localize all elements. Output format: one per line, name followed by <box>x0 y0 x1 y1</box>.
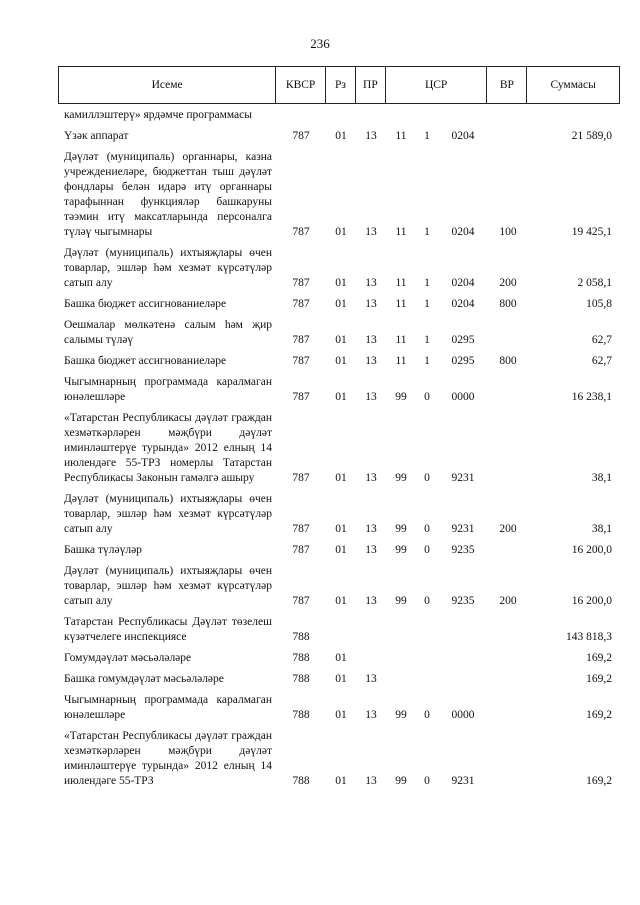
row-kvsr: 787 <box>292 130 310 142</box>
table-row <box>58 318 620 348</box>
row-csr-program: 99 <box>395 775 407 787</box>
header-kvsr: КВСР <box>276 67 326 103</box>
row-kvsr: 787 <box>292 391 310 403</box>
row-csr-subprogram: 1 <box>424 355 430 367</box>
row-sum: 2 058,1 <box>577 277 612 289</box>
row-kvsr: 787 <box>292 226 310 238</box>
table-row <box>58 492 620 537</box>
row-name: камиллэштерү» ярдәмче программасы <box>64 109 252 121</box>
table-row <box>58 297 620 312</box>
row-sum: 16 238,1 <box>571 391 612 403</box>
table-row <box>58 693 620 723</box>
row-csr-subprogram: 0 <box>424 775 430 787</box>
row-pr: 13 <box>365 355 377 367</box>
row-kvsr: 787 <box>292 298 310 310</box>
row-csr-code: 0295 <box>451 334 475 346</box>
row-kvsr: 787 <box>292 472 310 484</box>
row-rz: 01 <box>335 298 347 310</box>
row-kvsr: 787 <box>292 544 310 556</box>
row-sum: 62,7 <box>591 334 612 346</box>
table-row <box>58 729 620 789</box>
row-csr-program: 99 <box>395 523 407 535</box>
page-number: 236 <box>310 36 330 51</box>
table-row <box>58 411 620 486</box>
row-csr-program: 99 <box>395 709 407 721</box>
row-name: «Татарстан Республикасы дәүләт граждан хезмәткәрләрен мәҗбүри дәүләт иминләштерүе турында» 2012 елның 14 июлендәге 55-ТРЗ <box>64 730 272 787</box>
row-pr: 13 <box>365 472 377 484</box>
row-rz: 01 <box>335 334 347 346</box>
row-csr-code: 0000 <box>451 709 475 721</box>
row-name: Чыгымнарның программада каралмаган юнәлешләре <box>64 376 272 403</box>
row-rz: 01 <box>335 595 347 607</box>
row-csr-subprogram: 0 <box>424 544 430 556</box>
header-pr: ПР <box>356 67 386 103</box>
row-vr: 800 <box>499 298 517 310</box>
row-rz: 01 <box>335 709 347 721</box>
row-sum: 38,1 <box>591 472 612 484</box>
row-sum: 169,2 <box>586 673 612 685</box>
row-csr-subprogram: 1 <box>424 334 430 346</box>
row-csr-code: 9231 <box>451 523 475 535</box>
row-csr-subprogram: 0 <box>424 472 430 484</box>
table-row <box>58 564 620 609</box>
row-csr-subprogram: 0 <box>424 709 430 721</box>
row-name: Дәүләт (муниципаль) ихтыяҗлары өчен товарлар, эшләр һәм хезмәт күрсәтүләр сатып алу <box>64 565 272 607</box>
row-kvsr: 788 <box>292 775 310 787</box>
row-csr-subprogram: 0 <box>424 391 430 403</box>
row-csr-subprogram: 1 <box>424 277 430 289</box>
row-kvsr: 787 <box>292 595 310 607</box>
row-csr-code: 9231 <box>451 775 475 787</box>
row-rz: 01 <box>335 355 347 367</box>
row-sum: 21 589,0 <box>571 130 612 142</box>
row-kvsr: 788 <box>292 631 310 643</box>
row-sum: 169,2 <box>586 652 612 664</box>
row-kvsr: 787 <box>292 355 310 367</box>
table-row <box>58 672 620 687</box>
row-csr-subprogram: 1 <box>424 130 430 142</box>
row-sum: 38,1 <box>591 523 612 535</box>
row-kvsr: 787 <box>292 277 310 289</box>
row-name: Башка түләүләр <box>64 544 142 556</box>
row-csr-code: 9231 <box>451 472 475 484</box>
row-pr: 13 <box>365 775 377 787</box>
row-kvsr: 787 <box>292 334 310 346</box>
row-csr-code: 0204 <box>451 298 475 310</box>
row-csr-subprogram: 0 <box>424 595 430 607</box>
header-vr: ВР <box>487 67 527 103</box>
table-row <box>58 246 620 291</box>
row-csr-code: 9235 <box>451 595 475 607</box>
row-kvsr: 788 <box>292 652 310 664</box>
row-pr: 13 <box>365 226 377 238</box>
row-rz: 01 <box>335 277 347 289</box>
row-pr: 13 <box>365 544 377 556</box>
table-row <box>58 615 620 645</box>
header-sum: Суммасы <box>550 79 596 91</box>
table-row <box>58 129 620 144</box>
row-pr: 13 <box>365 298 377 310</box>
table-row <box>58 651 620 666</box>
table-header <box>58 66 620 104</box>
row-csr-program: 11 <box>395 334 407 346</box>
row-pr: 13 <box>365 130 377 142</box>
table-row <box>58 375 620 405</box>
row-vr: 800 <box>499 355 517 367</box>
row-name: Үзәк аппарат <box>64 130 129 142</box>
row-name: Башка бюджет ассигнованиеләре <box>64 355 227 367</box>
row-rz: 01 <box>335 652 347 664</box>
row-sum: 143 818,3 <box>566 631 612 643</box>
row-rz: 01 <box>335 544 347 556</box>
row-csr-code: 0295 <box>451 355 475 367</box>
row-csr-program: 11 <box>395 226 407 238</box>
row-name: Чыгымнарның программада каралмаган юнәлешләре <box>64 694 272 721</box>
row-csr-code: 0000 <box>451 391 475 403</box>
row-csr-subprogram: 1 <box>424 226 430 238</box>
row-kvsr: 788 <box>292 709 310 721</box>
row-rz: 01 <box>335 673 347 685</box>
row-csr-program: 11 <box>395 130 407 142</box>
row-csr-subprogram: 1 <box>424 298 430 310</box>
row-sum: 16 200,0 <box>571 595 612 607</box>
row-pr: 13 <box>365 391 377 403</box>
row-csr-subprogram: 0 <box>424 523 430 535</box>
row-csr-code: 0204 <box>451 130 475 142</box>
row-csr-program: 99 <box>395 472 407 484</box>
header-name: Исеме <box>59 67 276 103</box>
row-name: Гомумдәүләт мәсьәләләре <box>64 652 192 664</box>
table-row <box>58 354 620 369</box>
row-csr-program: 99 <box>395 595 407 607</box>
header-csr: ЦСР <box>386 67 488 103</box>
row-name: Дәүләт (муниципаль) ихтыяҗлары өчен товарлар, эшләр һәм хезмәт күрсәтүләр сатып алу <box>64 247 272 289</box>
row-vr: 200 <box>499 523 517 535</box>
row-rz: 01 <box>335 523 347 535</box>
row-csr-code: 0204 <box>451 226 475 238</box>
row-rz: 01 <box>335 391 347 403</box>
row-sum: 16 200,0 <box>571 544 612 556</box>
row-pr: 13 <box>365 595 377 607</box>
row-pr: 13 <box>365 277 377 289</box>
row-name: «Татарстан Республикасы дәүләт граждан хезмәткәрләрен мәҗбүри дәүләт иминләштерүе турында» 2012 елның 14 июлендәге 55-ТРЗ номерлы Татарстан Республикасы Законын гамәлгә ашыру <box>64 412 272 484</box>
row-name: Башка бюджет ассигнованиеләре <box>64 298 227 310</box>
row-rz: 01 <box>335 775 347 787</box>
row-rz: 01 <box>335 130 347 142</box>
row-vr: 200 <box>499 277 517 289</box>
row-rz: 01 <box>335 226 347 238</box>
header-rz: Рз <box>326 67 356 103</box>
row-csr-program: 99 <box>395 544 407 556</box>
row-vr: 100 <box>499 226 517 238</box>
row-pr: 13 <box>365 673 377 685</box>
row-sum: 19 425,1 <box>571 226 612 238</box>
row-name: Башка гомумдәүләт мәсьәләләре <box>64 673 224 685</box>
row-pr: 13 <box>365 523 377 535</box>
row-vr: 200 <box>499 595 517 607</box>
row-sum: 169,2 <box>586 709 612 721</box>
row-csr-code: 0204 <box>451 277 475 289</box>
row-name: Дәүләт (муниципаль) ихтыяҗлары өчен товарлар, эшләр һәм хезмәт күрсәтүләр сатып алу <box>64 493 272 535</box>
row-rz: 01 <box>335 472 347 484</box>
budget-table <box>58 66 620 795</box>
row-pr: 13 <box>365 709 377 721</box>
row-csr-program: 99 <box>395 391 407 403</box>
table-row <box>58 543 620 558</box>
table-row <box>58 150 620 240</box>
row-csr-code: 9235 <box>451 544 475 556</box>
row-kvsr: 788 <box>292 673 310 685</box>
row-kvsr: 787 <box>292 523 310 535</box>
row-csr-program: 11 <box>395 277 407 289</box>
row-name: Татарстан Республикасы Дәүләт төзелеш күзәтчелеге инспекциясе <box>64 616 272 643</box>
table-row <box>58 108 620 123</box>
row-sum: 105,8 <box>586 298 612 310</box>
row-pr: 13 <box>365 334 377 346</box>
row-sum: 169,2 <box>586 775 612 787</box>
row-name: Дәүләт (муниципаль) органнары, казна учреждениеләре, бюджеттан тыш дәүләт фондлары белән идарә итү органнары тарафыннан функцияләр башкаруны тәэмин итү максатларында персоналга түләү чыгымнары <box>64 151 272 238</box>
row-sum: 62,7 <box>591 355 612 367</box>
row-name: Оешмалар мөлкәтенә салым һәм җир салымы түләү <box>64 319 272 346</box>
table-body <box>58 108 620 789</box>
row-csr-program: 11 <box>395 355 407 367</box>
row-csr-program: 11 <box>395 298 407 310</box>
